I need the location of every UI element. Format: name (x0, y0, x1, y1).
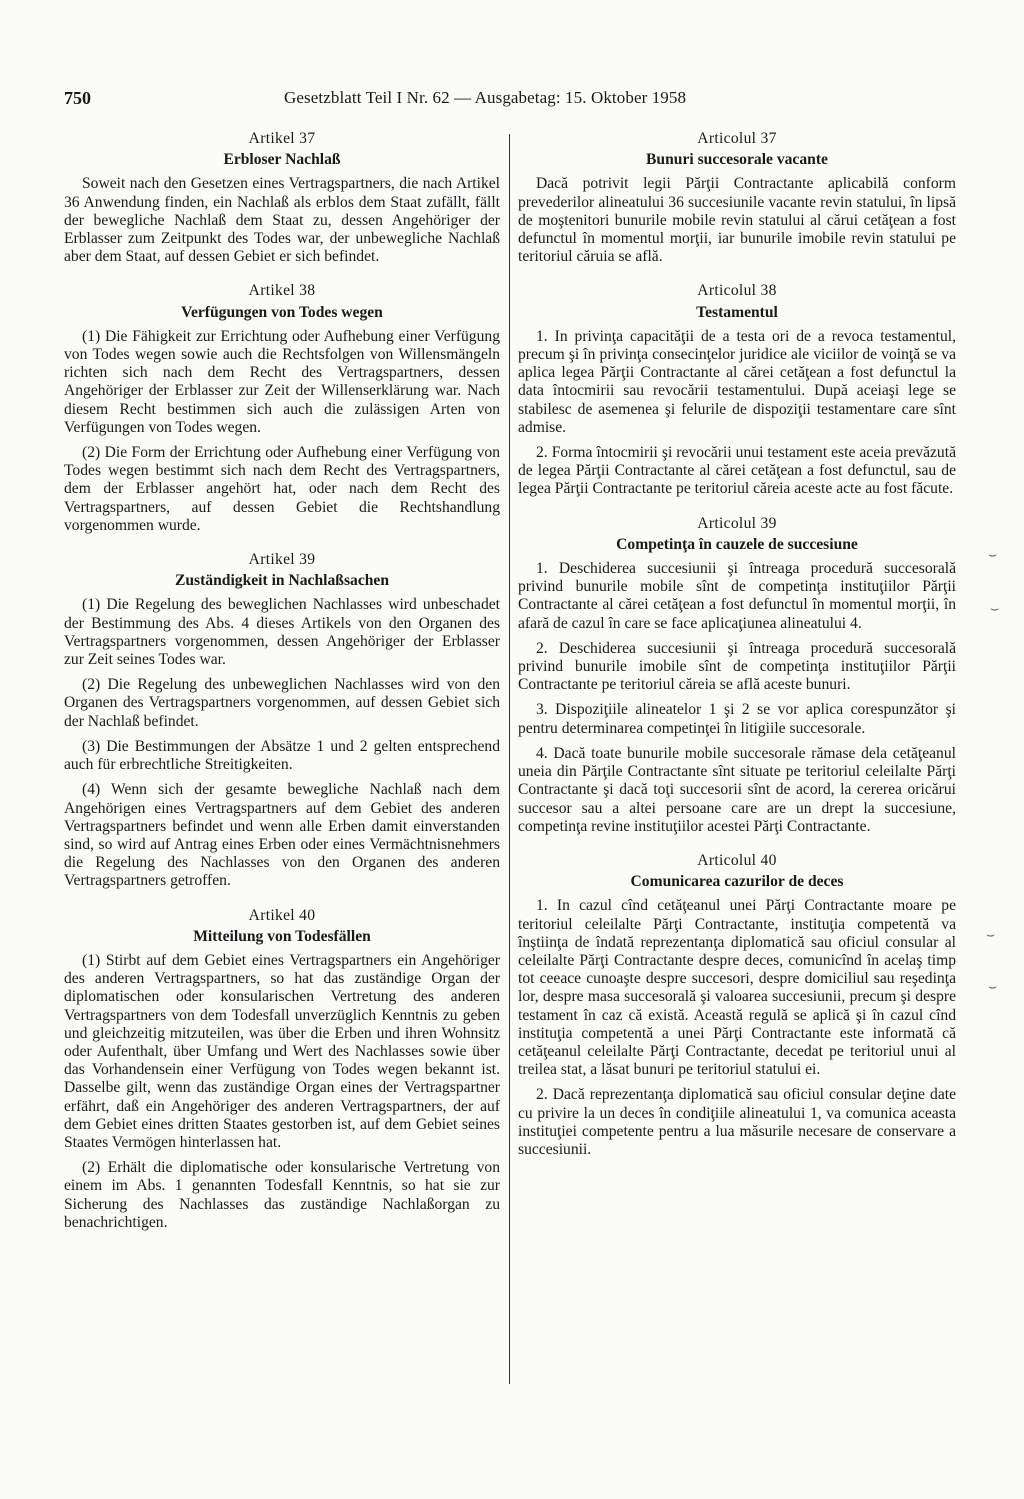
margin-mark: ⌣ (986, 927, 996, 943)
paragraph: (1) Stirbt auf dem Gebiet eines Vertragspartners ein Angehöriger des anderen Vertragspartners, so hat das zuständige Organ der diplomatischen oder konsularischen Vertretung des anderen Vertragspartners von dem Todesfall unverzüglich Kenntnis zu geben und gleichzeitig mitzuteilen, was über die Erben und ihren Wohnsitz oder Aufenthalt, über Umfang und Wert des Nachlasses sowie über das Vorhandensein einer Verfügung von Todes wegen bekannt ist. Dasselbe gilt, wenn das zuständige Organ eines der Vertragspartner erfährt, daß ein Angehöriger des anderen Vertragspartners, der auf dem Gebiet eines dritten Staates gestorben ist, auf dem Gebiet seines Staates Vermögen hinterlassen hat. (64, 951, 500, 1151)
paragraph: 1. In privinţa capacităţii de a testa ori de a revoca testamentul, precum şi în privinţa consecinţelor juridice ale viciilor de voinţă se va aplica legea Părţii Contractante al cărei cetăţean a fost defunctul la data întocmirii sau revocării testamentului. După aceiaşi lege se stabilesc de asemenea şi felurile de dispoziţii testamentare care sînt admise. (518, 327, 956, 436)
article-number: Articolul 37 (697, 130, 777, 147)
paragraph: (4) Wenn sich der gesamte bewegliche Nachlaß nach dem Angehörigen eines Vertragspartners auf dem Gebiet des anderen Vertragspartners befindet und wenn alle Erben damit einverstanden sind, so wird auf Antrag eines Erben oder eines Vermächtnisnehmers die Regelung des Nachlasses von den Organen des anderen Vertragspartners getroffen. (64, 781, 500, 890)
paragraph: (3) Die Bestimmungen der Absätze 1 und 2 gelten entsprechend auch für erbrechtliche Streitigkeiten. (64, 737, 500, 774)
paragraph: (2) Die Regelung des unbeweglichen Nachlasses wird von den Organen des Vertragspartners vorgenommen, auf dessen Gebiet sich der Nachlaß befindet. (64, 676, 500, 730)
article-title: Erbloser Nachlaß (223, 151, 341, 169)
paragraph: (1) Die Regelung des beweglichen Nachlasses wird unbeschadet der Bestimmung des Abs. 4 dieses Artikels von den Organen des Vertragspartners vorgenommen, dessen Angehöriger der Erblasser zur Zeit seines Todes war. (64, 596, 500, 669)
article-title: Bunuri succesorale vacante (646, 151, 828, 169)
article-title: Testamentul (696, 303, 778, 321)
paragraph: Soweit nach den Gesetzen eines Vertragspartners, die nach Artikel 36 Anwendung finden, ein Nachlaß als erblos dem Staat zufällt, fällt der bewegliche Nachlaß dem Staat zu, dessen Angehöriger der Erblasser zum Zeitpunkt des Todes war, der unbewegliche Nachlaß aber dem Staat, auf dessen Gebiet er sich befindet. (64, 175, 500, 266)
article (64, 282, 500, 535)
article-title: Verfügungen von Todes wegen (181, 303, 383, 321)
article (64, 907, 500, 1232)
page-header (64, 86, 764, 110)
paragraph: 2. Deschiderea succesiunii şi întreaga procedură succesorală privind bunurile imobile sînt de competinţa instituţiilor Părţii Contractante pe teritoriul căreia se află aceste bunuri. (518, 639, 956, 694)
paragraph: 3. Dispoziţiile alineatelor 1 şi 2 se vor aplica corespunzător şi pentru determinarea competinţei în litigiile succesorale. (518, 701, 956, 737)
article-title: Mitteilung von Todesfällen (193, 927, 371, 945)
paragraph: (1) Die Fähigkeit zur Errichtung oder Aufhebung einer Verfügung von Todes wegen sowie auch die Rechtsfolgen von Willensmängeln richten sich nach dem Recht des Vertragspartners, dessen Angehöriger der Erblasser zur Zeit der Willenserklärung war. Nach diesem Recht bestimmen sich auch die zulässigen Arten von Verfügungen von Todes wegen. (64, 327, 500, 436)
paragraph: 2. Forma întocmirii şi revocării unui testament este aceia prevăzută de legea Părţii Contractante al cărei cetăţean a fost defunctul, sau de legea Părţii Contractante pe teritoriul căreia aceste acte au fost făcute. (518, 444, 956, 498)
article-number: Articolul 40 (697, 851, 777, 869)
article (518, 130, 956, 266)
page-number: 750 (64, 88, 91, 108)
paragraph: 1. Deschiderea succesiunii şi întreaga procedură succesorală privind bunurile mobile sînt de competinţa instituţiilor Părţii Contractante al cărei cetăţean a fost defunctul în momentul morţii, în afară de cazul în care se face aplicaţiunea alineatului 4. (518, 560, 956, 632)
right-column (518, 130, 956, 1175)
article-title: Comunicarea cazurilor de deces (630, 873, 844, 891)
paragraph: 4. Dacă toate bunurile mobile succesorale rămase dela cetăţeanul uneia din Părţile Contractante sînt situate pe teritoriul celeilalte Părţi Contractante şi dacă toţi succesorii sînt de acord, la cererea oricărui succesor sau a altei persoane care are un drept la succesiune, competinţa revine instituţiilor acestei Părţi Contractante. (518, 744, 956, 835)
column-divider (509, 134, 510, 1384)
paragraph: (2) Erhält die diplomatische oder konsularische Vertretung von einem im Abs. 1 genannten Todesfall Kenntnis, so hat sie zur Sicherung des Nachlasses das zuständige Nachlaßorgan zu benachrichtigen. (64, 1159, 500, 1231)
left-column (64, 130, 500, 1248)
article-title: Zuständigkeit in Nachlaßsachen (174, 572, 390, 590)
paragraph: (2) Die Form der Errichtung oder Aufhebung einer Verfügung von Todes wegen bestimmt sich nach dem Recht des Vertragspartners, dem der Erblasser angehört hat, oder nach dem Recht des Vertragspartners, auf dessen Gebiet die Rechtshandlung vorgenommen wurde. (64, 444, 500, 534)
article-title: Competinţa în cauzele de succesiune (616, 535, 858, 553)
article (64, 551, 500, 890)
article-number: Artikel 38 (248, 282, 316, 300)
margin-mark: ⌣ (990, 601, 1000, 617)
article-number: Artikel 40 (248, 906, 316, 924)
article (64, 130, 500, 266)
paragraph: Dacă potrivit legii Părţii Contractante aplicabilă conform prevederilor alineatului 36 succesiunile vacante revin statului, în lipsă de moştenitori bunurile mobile revin statului al cărui cetăţean a fost defunctul în momentul morţii, iar bunurile imobile revin statului pe teritoriul căruia se află. (518, 175, 956, 266)
article-number: Artikel 39 (248, 551, 316, 569)
article (518, 282, 956, 498)
article-number: Artikel 37 (248, 130, 316, 147)
paragraph: 1. In cazul cînd cetăţeanul unei Părţi Contractante moare pe teritoriul celeilalte Părţi Contractante, instituţia competentă va înştiinţa de îndată reprezentanţa diplomatică sau oficiul consular al celeilalte Părţi Contractante despre deces, comunicînd în acelaş timp tot ceeace cunoaşte despre succesori, despre domiciliul sau reşedinţa lor, despre masa succesorală şi valoarea succesiunii, precum şi despre testament în caz că există. Această regulă se aplică şi în cazul cînd instituţia competentă a unei Părţi Contractante este informată că cetăţeanul celeilalte Părţi Contractante, decedat pe teritoriul unui al treilea stat, a lăsat bunuri pe teritoriul statului ei. (518, 897, 956, 1079)
article (518, 515, 956, 836)
margin-mark: ⌣ (988, 979, 998, 995)
article-number: Articolul 39 (697, 514, 777, 532)
margin-mark: ⌣ (988, 547, 998, 563)
article (518, 852, 956, 1159)
article-number: Articolul 38 (697, 282, 777, 300)
running-title: Gesetzblatt Teil I Nr. 62 — Ausgabetag: 15. Oktober 1958 (284, 88, 687, 107)
paragraph: 2. Dacă reprezentanţa diplomatică sau oficiul consular deţine date cu privire la un deces în condiţiile alineatului 1, va comunica aceasta instituţiei competente pentru a lua măsurile necesare de conservare a succesiunii. (518, 1086, 956, 1158)
